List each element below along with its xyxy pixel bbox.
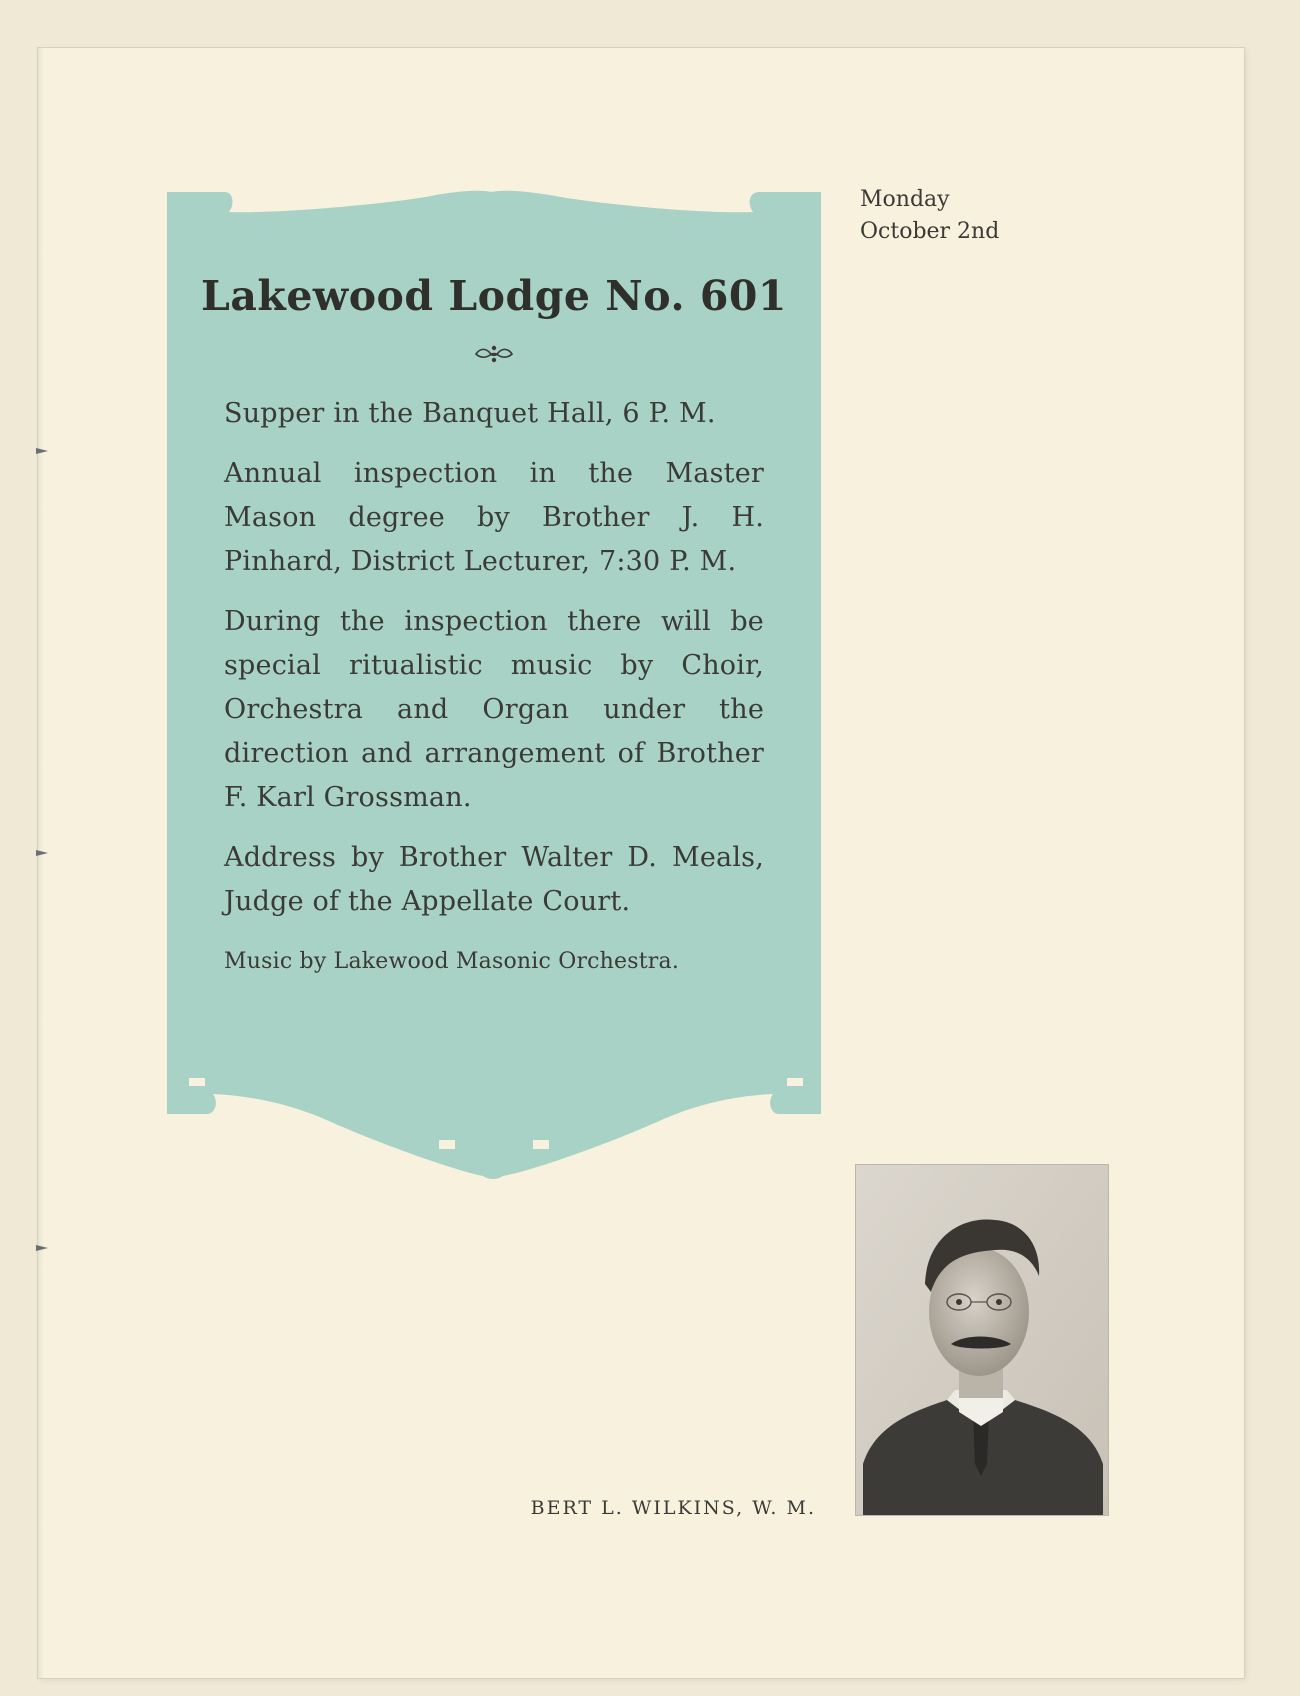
portrait-caption: BERT L. WILKINS, W. M. xyxy=(530,1497,816,1519)
binding-hole-mark xyxy=(36,848,48,858)
fleuron-icon xyxy=(472,344,516,364)
page-fold-shadow xyxy=(38,48,44,1678)
event-day: October 2nd xyxy=(860,219,1000,244)
program-details xyxy=(224,392,764,1000)
event-date xyxy=(860,184,999,248)
supper-paragraph: Supper in the Banquet Hall, 6 P. M. xyxy=(224,398,716,429)
address-paragraph: Address by Brother Walter D. Meals, Judge of the Appellate Court. xyxy=(224,842,764,917)
music-paragraph: During the inspection there will be special ritualistic music by Choir, Orchestra and Organ under the direction and arrangement of Brother F. Karl Grossman. xyxy=(224,606,764,813)
portrait-image xyxy=(855,1164,1109,1516)
portrait-photo xyxy=(855,1164,1109,1516)
binding-hole-mark xyxy=(36,1243,48,1253)
orchestra-note: Music by Lakewood Masonic Orchestra. xyxy=(224,949,680,974)
binding-hole-mark xyxy=(36,446,48,456)
lodge-title: Lakewood Lodge No. 601 xyxy=(201,272,787,320)
event-weekday: Monday xyxy=(860,187,950,212)
inspection-paragraph: Annual inspection in the Master Mason degree by Brother J. H. Pinhard, District Lecturer, 7:30 P. M. xyxy=(224,458,764,577)
